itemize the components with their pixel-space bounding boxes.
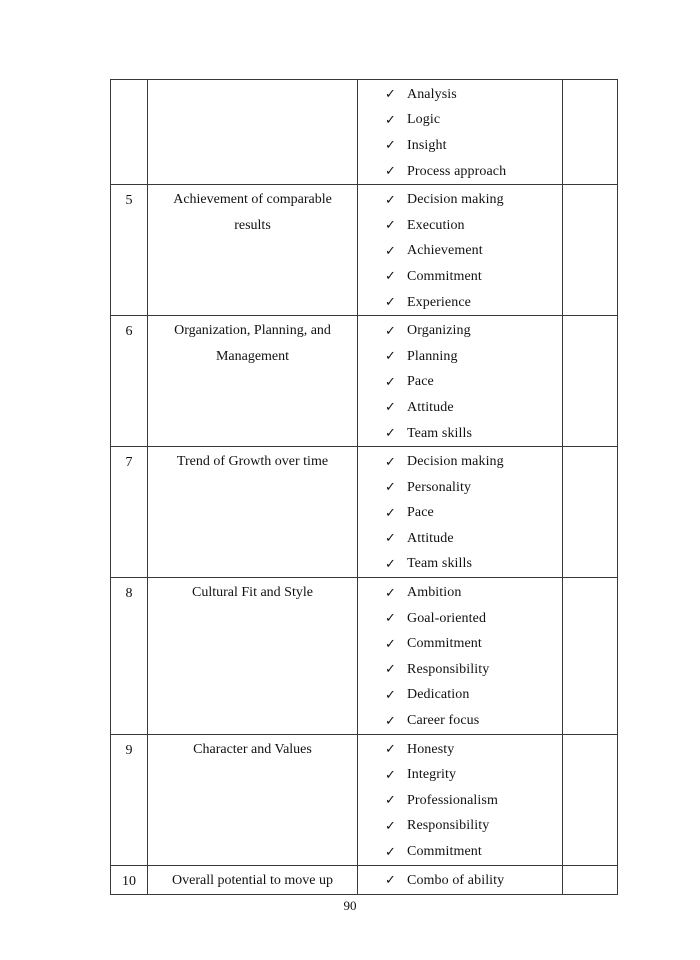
checkmark-icon: ✓ — [385, 713, 396, 729]
row-number: 6 — [111, 316, 148, 447]
list-item — [358, 708, 562, 734]
checkmark-icon: ✓ — [385, 243, 396, 259]
page-number: 90 — [343, 898, 357, 913]
list-item — [358, 683, 562, 709]
list-item — [358, 501, 562, 527]
list-item — [358, 239, 562, 265]
checkmark-icon: ✓ — [385, 374, 396, 390]
criterion: Trend of Growth over time — [148, 447, 358, 578]
checkmark-icon: ✓ — [385, 218, 396, 234]
indicator-label: Attitude — [407, 530, 454, 546]
indicator-label: Decision making — [407, 192, 504, 208]
indicator-label: Process approach — [407, 163, 507, 179]
criterion: Organization, Planning, and Management — [148, 316, 358, 447]
table-row — [111, 185, 618, 316]
list-item — [358, 421, 562, 447]
checkmark-icon: ✓ — [385, 164, 396, 180]
list-item — [358, 133, 562, 159]
list-item — [358, 290, 562, 316]
score-cell — [563, 734, 618, 865]
table-row — [111, 734, 618, 865]
indicator-label: Attitude — [407, 399, 454, 415]
indicator-label: Pace — [407, 505, 434, 521]
indicator-label: Execution — [407, 217, 465, 233]
list-item — [358, 814, 562, 840]
criterion: Character and Values — [148, 734, 358, 865]
checkmark-icon: ✓ — [385, 323, 396, 339]
checkmark-icon: ✓ — [385, 426, 396, 442]
indicator-label: Organizing — [407, 323, 471, 339]
table-row — [111, 447, 618, 578]
indicator-list — [358, 578, 563, 735]
row-number: 8 — [111, 578, 148, 735]
table-body — [111, 80, 618, 895]
list-item — [358, 344, 562, 370]
indicator-label: Responsibility — [407, 818, 490, 834]
checkmark-icon: ✓ — [385, 480, 396, 496]
indicator-label: Achievement — [407, 243, 483, 259]
checkmark-icon: ✓ — [385, 454, 396, 470]
list-item — [358, 395, 562, 421]
checkmark-icon: ✓ — [385, 818, 396, 834]
checkmark-icon: ✓ — [385, 767, 396, 783]
row-number: 7 — [111, 447, 148, 578]
score-cell — [563, 578, 618, 735]
checkmark-icon: ✓ — [385, 400, 396, 416]
checkmark-icon: ✓ — [385, 531, 396, 547]
indicator-list — [358, 80, 563, 185]
indicator-label: Commitment — [407, 636, 482, 652]
indicator-list — [358, 316, 563, 447]
list-item — [358, 868, 562, 894]
indicator-list — [358, 865, 563, 895]
list-item — [358, 580, 562, 606]
list-item — [358, 657, 562, 683]
list-item — [358, 318, 562, 344]
table-row — [111, 578, 618, 735]
indicator-list — [358, 447, 563, 578]
criterion: Achievement of comparable results — [148, 185, 358, 316]
checkmark-icon: ✓ — [385, 873, 396, 889]
checkmark-icon: ✓ — [385, 295, 396, 311]
checkmark-icon: ✓ — [385, 844, 396, 860]
indicator-label: Insight — [407, 137, 447, 153]
list-item — [358, 264, 562, 290]
indicator-label: Career focus — [407, 713, 480, 729]
indicator-label: Decision making — [407, 454, 504, 470]
indicator-label: Team skills — [407, 425, 473, 441]
criterion: Overall potential to move up — [148, 865, 358, 895]
indicator-label: Analysis — [407, 86, 457, 102]
criterion: Cultural Fit and Style — [148, 578, 358, 735]
indicator-label: Experience — [407, 294, 471, 310]
criterion — [148, 80, 358, 185]
list-item — [358, 552, 562, 578]
list-item — [358, 839, 562, 865]
row-number — [111, 80, 148, 185]
checkmark-icon: ✓ — [385, 138, 396, 154]
indicator-label: Commitment — [407, 844, 482, 860]
list-item — [358, 737, 562, 763]
list-item — [358, 108, 562, 134]
checkmark-icon: ✓ — [385, 192, 396, 208]
indicator-label: Pace — [407, 374, 434, 390]
list-item — [358, 788, 562, 814]
indicator-label: Planning — [407, 348, 458, 364]
indicator-label: Logic — [407, 112, 441, 128]
row-number: 9 — [111, 734, 148, 865]
checkmark-icon: ✓ — [385, 269, 396, 285]
table-row — [111, 865, 618, 895]
checkmark-icon: ✓ — [385, 349, 396, 365]
list-item — [358, 82, 562, 108]
list-item — [358, 475, 562, 501]
indicator-label: Responsibility — [407, 661, 490, 677]
indicator-label: Professionalism — [407, 792, 498, 808]
indicator-label: Dedication — [407, 687, 470, 703]
checkmark-icon: ✓ — [385, 112, 396, 128]
indicator-label: Integrity — [407, 767, 457, 783]
evaluation-criteria-table — [110, 79, 618, 895]
list-item — [358, 526, 562, 552]
list-item — [358, 159, 562, 185]
list-item — [358, 631, 562, 657]
row-number: 5 — [111, 185, 148, 316]
score-cell — [563, 865, 618, 895]
checkmark-icon: ✓ — [385, 687, 396, 703]
indicator-label: Goal-oriented — [407, 610, 487, 626]
score-cell — [563, 80, 618, 185]
checkmark-icon: ✓ — [385, 636, 396, 652]
indicator-label: Combo of ability — [407, 872, 505, 888]
score-cell — [563, 185, 618, 316]
list-item — [358, 187, 562, 213]
checkmark-icon: ✓ — [385, 742, 396, 758]
checkmark-icon: ✓ — [385, 662, 396, 678]
indicator-list — [358, 185, 563, 316]
row-number: 10 — [111, 865, 148, 895]
indicator-list — [358, 734, 563, 865]
table-row — [111, 80, 618, 185]
indicator-label: Ambition — [407, 585, 462, 601]
indicator-label: Commitment — [407, 268, 482, 284]
indicator-label: Honesty — [407, 741, 455, 757]
indicator-label: Personality — [407, 479, 472, 495]
list-item — [358, 606, 562, 632]
list-item — [358, 762, 562, 788]
list-item — [358, 449, 562, 475]
checkmark-icon: ✓ — [385, 585, 396, 601]
checkmark-icon: ✓ — [385, 87, 396, 103]
checkmark-icon: ✓ — [385, 793, 396, 809]
checkmark-icon: ✓ — [385, 611, 396, 627]
checkmark-icon: ✓ — [385, 556, 396, 572]
list-item — [358, 370, 562, 396]
score-cell — [563, 316, 618, 447]
score-cell — [563, 447, 618, 578]
table-row — [111, 316, 618, 447]
checkmark-icon: ✓ — [385, 505, 396, 521]
list-item — [358, 213, 562, 239]
indicator-label: Team skills — [407, 556, 473, 572]
